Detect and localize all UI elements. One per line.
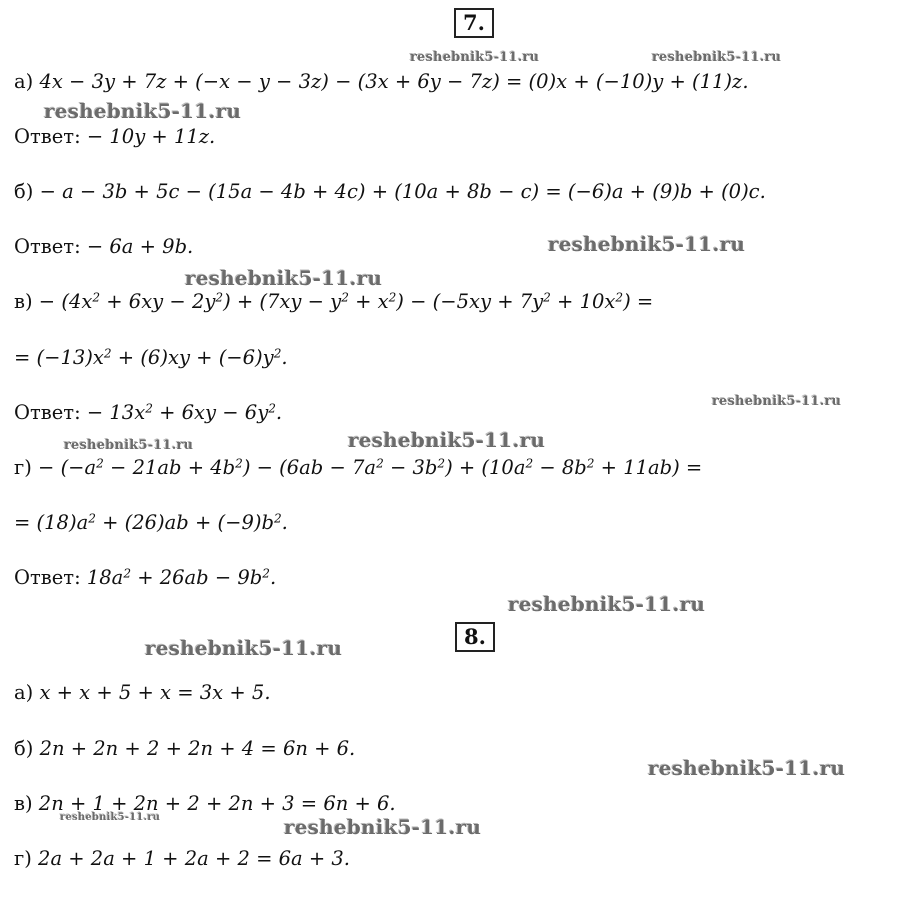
task-7b-equation: [14, 182, 766, 202]
watermark: reshebnik5-11.ru: [410, 50, 540, 65]
watermark: reshebnik5-11.ru: [60, 812, 161, 823]
task-7v-equation: [14, 292, 653, 312]
task-8g-equation: [14, 849, 350, 869]
task-8a-expression: x + x + 5 + x = 3x + 5.: [39, 681, 271, 704]
watermark: reshebnik5-11.ru: [348, 428, 546, 452]
task-7g-label: г): [14, 456, 32, 479]
task-8v-label: в): [14, 792, 33, 815]
task-7a-expression: 4x − 3y + 7z + (−x − y − 3z) − (3x + 6y − 7z) = (0)x + (−10)y + (11)z.: [39, 70, 749, 93]
watermark: reshebnik5-11.ru: [712, 394, 842, 409]
watermark: reshebnik5-11.ru: [284, 815, 482, 839]
task-8b-label: б): [14, 737, 34, 760]
answer-label: Ответ:: [14, 125, 81, 148]
task-7g-expression: − $(-a^2 - 21ab + 4b^2) - (6ab - 7a^2 - 3b^2) + (10a^2 - 8b^2 + 11ab)$ =: [38, 456, 703, 479]
task-7g-answer: [14, 568, 276, 588]
watermark: reshebnik5-11.ru: [648, 756, 846, 780]
task-7v-expression-2: = $(-13)x^2 + (6)xy + (-6)y^2$.: [14, 346, 288, 369]
task-7b-answer: [14, 237, 193, 257]
task-7v-answer-value: − $13x^2 + 6xy - 6y^2$.: [86, 401, 283, 424]
task-7b-label: б): [14, 180, 34, 203]
task-8g-expression: 2a + 2a + 1 + 2a + 2 = 6a + 3.: [38, 847, 350, 870]
task-8b-equation: [14, 739, 355, 759]
watermark: reshebnik5-11.ru: [44, 99, 242, 123]
watermark: reshebnik5-11.ru: [652, 50, 782, 65]
task-7a-answer-value: − 10y + 11z.: [86, 125, 216, 148]
task-7g-expression-2: = $(18)a^2 + (26)ab + (-9)b^2$.: [14, 511, 288, 534]
task-8v-equation: [14, 794, 396, 814]
watermark: reshebnik5-11.ru: [185, 266, 383, 290]
task-7a-answer: [14, 127, 215, 147]
answer-label: Ответ:: [14, 401, 81, 424]
task-7a-label: а): [14, 70, 34, 93]
task-7b-expression: − a − 3b + 5c − (15a − 4b + 4c) + (10a + 8b − c) = (−6)a + (9)b + (0)c.: [39, 180, 766, 203]
task-7v-label: в): [14, 290, 33, 313]
watermark: reshebnik5-11.ru: [64, 438, 194, 453]
task-8a-label: а): [14, 681, 34, 704]
task-7b-answer-value: − 6a + 9b.: [86, 235, 194, 258]
watermark: reshebnik5-11.ru: [508, 592, 706, 616]
answer-label: Ответ:: [14, 235, 81, 258]
section-7-number: 7.: [454, 8, 494, 38]
task-7g-answer-value: $18a^2 + 26ab - 9b^2$.: [86, 566, 277, 589]
task-7v-equation-continued: [14, 348, 288, 368]
task-8a-equation: [14, 683, 271, 703]
watermark: reshebnik5-11.ru: [145, 636, 343, 660]
task-7g-equation: [14, 458, 702, 478]
task-7g-equation-continued: [14, 513, 288, 533]
task-7v-expression: − $(4x^2 + 6xy - 2y^2) + (7xy - y^2 + x^2) - (-5xy + 7y^2 + 10x^2)$ =: [38, 290, 654, 313]
answer-label: Ответ:: [14, 566, 81, 589]
watermark: reshebnik5-11.ru: [548, 232, 746, 256]
section-8-number: 8.: [455, 622, 495, 652]
task-8b-expression: 2n + 2n + 2 + 2n + 4 = 6n + 6.: [39, 737, 356, 760]
task-8g-label: г): [14, 847, 32, 870]
task-7v-answer: [14, 403, 282, 423]
task-7a-equation: [14, 72, 749, 92]
task-8v-expression: 2n + 1 + 2n + 2 + 2n + 3 = 6n + 6.: [38, 792, 396, 815]
